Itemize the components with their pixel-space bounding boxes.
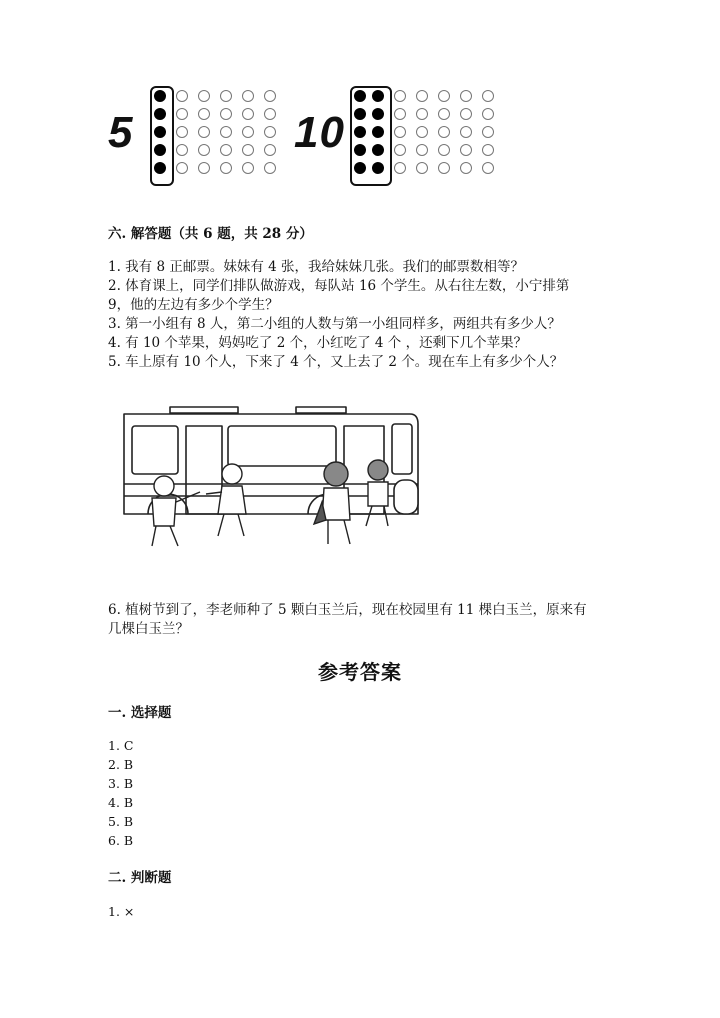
filled-dot bbox=[372, 126, 384, 138]
empty-dot bbox=[416, 162, 428, 174]
empty-dot bbox=[198, 144, 210, 156]
filled-dot bbox=[372, 108, 384, 120]
empty-dot bbox=[460, 162, 472, 174]
filled-dot bbox=[154, 90, 166, 102]
empty-dot bbox=[482, 162, 494, 174]
filled-dot bbox=[372, 144, 384, 156]
question-line: 4. 有 10 个苹果，妈妈吃了 2 个，小红吃了 4 个 ，还剩下几个苹果？ bbox=[108, 335, 528, 351]
empty-dot bbox=[264, 90, 276, 102]
empty-dot bbox=[176, 108, 188, 120]
question-6-line1: 6. 植树节到了，李老师种了 5 颗白玉兰后，现在校园里有 11 棵白玉兰，原来有 bbox=[108, 602, 587, 618]
empty-dot bbox=[394, 144, 406, 156]
answer-item: 4. B bbox=[108, 795, 134, 810]
empty-dot bbox=[460, 144, 472, 156]
empty-dot bbox=[482, 126, 494, 138]
empty-dot bbox=[242, 126, 254, 138]
empty-dot bbox=[438, 126, 450, 138]
question-line: 3. 第一小组有 8 人，第二小组的人数与第一小组同样多，两组共有多少人？ bbox=[108, 316, 561, 332]
empty-dot bbox=[416, 108, 428, 120]
empty-dot bbox=[198, 126, 210, 138]
empty-dot bbox=[438, 108, 450, 120]
empty-dot bbox=[394, 126, 406, 138]
answer-item: 1. C bbox=[108, 738, 134, 753]
empty-dot bbox=[242, 90, 254, 102]
bus-illustration bbox=[118, 402, 423, 557]
answers-part2-title: 二. 判断题 bbox=[108, 870, 172, 886]
answers-title: 参考答案 bbox=[318, 660, 402, 684]
empty-dot bbox=[394, 90, 406, 102]
empty-dot bbox=[416, 90, 428, 102]
question-line: 2. 体育课上，同学们排队做游戏，每队站 16 个学生。从右往左数，小宁排第 bbox=[108, 278, 570, 294]
empty-dot bbox=[438, 162, 450, 174]
filled-dot bbox=[154, 126, 166, 138]
filled-dot bbox=[354, 90, 366, 102]
empty-dot bbox=[176, 162, 188, 174]
empty-dot bbox=[394, 162, 406, 174]
empty-dot bbox=[394, 108, 406, 120]
number-5-label: 5 bbox=[108, 108, 134, 157]
empty-dot bbox=[482, 108, 494, 120]
question-line: 5. 车上原有 10 个人，下来了 4 个，又上去了 2 个。现在车上有多少个人？ bbox=[108, 354, 564, 370]
answer-item: 5. B bbox=[108, 814, 134, 829]
filled-dot bbox=[154, 162, 166, 174]
empty-dot bbox=[242, 108, 254, 120]
question-line: 1. 我有 8 正邮票。妹妹有 4 张，我给妹妹几张。我们的邮票数相等？ bbox=[108, 259, 525, 275]
empty-dot bbox=[176, 126, 188, 138]
empty-dot bbox=[198, 108, 210, 120]
empty-dot bbox=[416, 144, 428, 156]
empty-dot bbox=[198, 90, 210, 102]
empty-dot bbox=[460, 108, 472, 120]
empty-dot bbox=[264, 144, 276, 156]
empty-dot bbox=[242, 144, 254, 156]
empty-dot bbox=[482, 90, 494, 102]
answer-item: 3. B bbox=[108, 776, 134, 791]
empty-dot bbox=[264, 126, 276, 138]
filled-dot bbox=[354, 162, 366, 174]
empty-dot bbox=[438, 90, 450, 102]
filled-dot bbox=[154, 108, 166, 120]
section-six-title: 六. 解答题（共 6 题，共 28 分） bbox=[108, 226, 313, 242]
empty-dot bbox=[482, 144, 494, 156]
question-line: 9，他的左边有多少个学生？ bbox=[108, 297, 279, 313]
dot-grid-10 bbox=[352, 90, 482, 182]
answers-part1-title: 一. 选择题 bbox=[108, 705, 172, 721]
empty-dot bbox=[220, 108, 232, 120]
answer-item: 2. B bbox=[108, 757, 134, 772]
number-10-label: 10 bbox=[294, 108, 345, 157]
filled-dot bbox=[354, 144, 366, 156]
answer-item: 1. × bbox=[108, 904, 135, 919]
empty-dot bbox=[220, 126, 232, 138]
empty-dot bbox=[264, 108, 276, 120]
empty-dot bbox=[176, 90, 188, 102]
empty-dot bbox=[198, 162, 210, 174]
empty-dot bbox=[416, 126, 428, 138]
filled-dot bbox=[372, 90, 384, 102]
filled-dot bbox=[354, 108, 366, 120]
empty-dot bbox=[176, 144, 188, 156]
empty-dot bbox=[220, 162, 232, 174]
question-6-line2: 几棵白玉兰？ bbox=[108, 621, 189, 637]
empty-dot bbox=[438, 144, 450, 156]
empty-dot bbox=[220, 90, 232, 102]
empty-dot bbox=[264, 162, 276, 174]
filled-dot bbox=[354, 126, 366, 138]
empty-dot bbox=[242, 162, 254, 174]
empty-dot bbox=[220, 144, 232, 156]
empty-dot bbox=[460, 126, 472, 138]
empty-dot bbox=[460, 90, 472, 102]
answer-item: 6. B bbox=[108, 833, 134, 848]
dot-grid-5 bbox=[152, 90, 282, 182]
filled-dot bbox=[154, 144, 166, 156]
filled-dot bbox=[372, 162, 384, 174]
